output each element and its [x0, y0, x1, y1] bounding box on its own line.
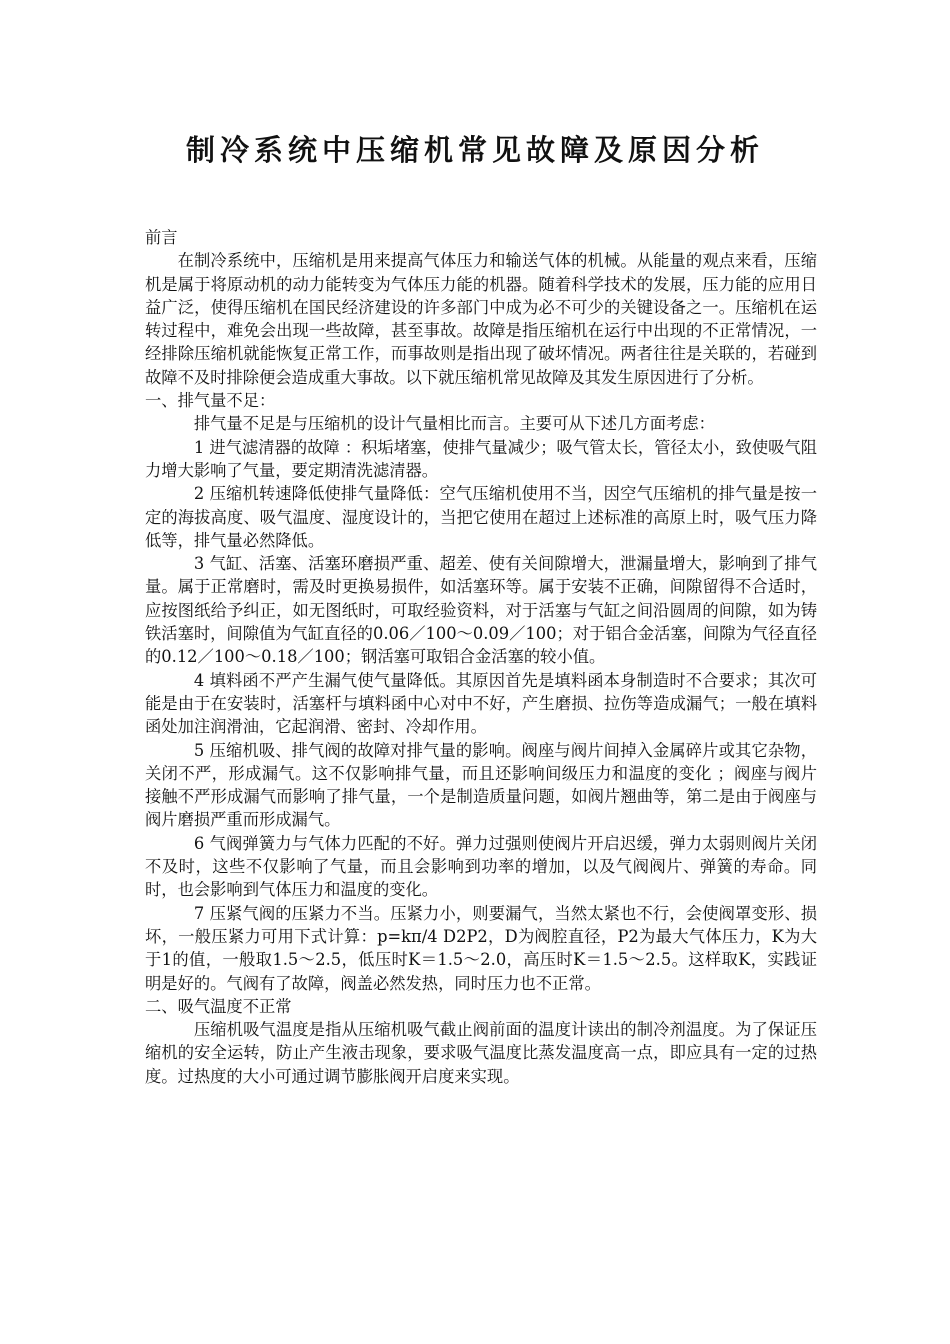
paragraph-section2-intro: 压缩机吸气温度是指从压缩机吸气截止阀前面的温度计读出的制冷剂温度。为了保证压缩机的安全运转，防止产生液击现象，要求吸气温度比蒸发温度高一点，即应具有一定的过热度。过热度的大小可通过调节膨胀阀开启度来实现。	[145, 1020, 817, 1086]
section-heading-1: 一、排气量不足：	[145, 391, 276, 411]
paragraph-item-7: 7 压紧气阀的压紧力不当。压紧力小，则要漏气，当然太紧也不行，会使阀罩变形、损坏，一般压紧力可用下式计算：p=kπ/4 D2P2，D为阀腔直径，P2为最大气体压力，K为大于1的值，一般取1.5～2.5，低压时K＝1.5～2.0，高压时K＝1.5～2.5。这样取K，实践证明是好的。气阀有了故障，阀盖必然发热，同时压力也不正常。	[145, 903, 817, 993]
paragraph-preface: 在制冷系统中，压缩机是用来提高气体压力和输送气体的机械。从能量的观点来看，压缩机是属于将原动机的动力能转变为气体压力能的机器。随着科学技术的发展，压力能的应用日益广泛，使得压缩机在国民经济建设的许多部门中成为必不可少的关键设备之一。压缩机在运转过程中，难免会出现一些故障，甚至事故。故障是指压缩机在运行中出现的不正常情况，一经排除压缩机就能恢复正常工作，而事故则是指出现了破坏情况。两者往往是关联的，若碰到故障不及时排除便会造成重大事故。以下就压缩机常见故障及其发生原因进行了分析。	[145, 251, 817, 387]
paragraph-item-1: 1 进气滤清器的故障 ：积垢堵塞，使排气量减少；吸气管太长，管径太小，致使吸气阻力增大影响了气量，要定期清洗滤清器。	[145, 437, 818, 480]
paragraph-item-2: 2 压缩机转速降低使排气量降低：空气压缩机使用不当，因空气压缩机的排气量是按一定的海拔高度、吸气温度、湿度设计的，当把它使用在超过上述标准的高原上时，吸气压力降低等，排气量必然降低。	[145, 484, 817, 550]
paragraph-item-6: 6 气阀弹簧力与气体力匹配的不好。弹力过强则使阀片开启迟缓，弹力太弱则阀片关闭不及时，这些不仅影响了气量，而且会影响到功率的增加，以及气阀阀片、弹簧的寿命。同时，也会影响到气体压力和温度的变化。	[145, 833, 817, 900]
paragraph-section1-intro: 排气量不足是与压缩机的设计气量相比而言。主要可从下述几方面考虑：	[193, 414, 715, 434]
paragraph-item-3: 3 气缸、活塞、活塞环磨损严重、超差、使有关间隙增大，泄漏量增大，影响到了排气量。属于正常磨时，需及时更换易损件，如活塞环等。属于安装不正确，间隙留得不合适时，应按图纸给予纠正，如无图纸时，可取经验资料，对于活塞与气缸之间沿圆周的间隙，如为铸铁活塞时，间隙值为气缸直径的0.06／100～0.09／100；对于铝合金活塞，间隙为气径直径的0.12／100～0.18／100；钢活塞可取铝合金活塞的较小值。	[145, 554, 817, 667]
document-body	[145, 226, 817, 1088]
section-heading-2: 二、吸气温度不正常	[145, 996, 292, 1016]
paragraph-item-5: 5 压缩机吸、排气阀的故障对排气量的影响。阀座与阀片间掉入金属碎片或其它杂物，关闭不严，形成漏气。这不仅影响排气量，而且还影响间级压力和温度的变化 ；阀座与阀片接触不严形成漏气而影响了排气量，一个是制造质量问题，如阀片翘曲等，第二是由于阀座与阀片磨损严重而形成漏气。	[145, 740, 817, 830]
paragraph-item-4: 4 填料函不严产生漏气使气量降低。其原因首先是填料函本身制造时不合要求；其次可能是由于在安装时，活塞杆与填料函中心对中不好，产生磨损、拉伤等造成漏气；一般在填料函处加注润滑油，它起润滑、密封、冷却作用。	[145, 670, 817, 737]
paragraph-preface-heading: 前言	[145, 228, 178, 247]
document-title: 制冷系统中压缩机常见故障及原因分析	[185, 133, 764, 167]
